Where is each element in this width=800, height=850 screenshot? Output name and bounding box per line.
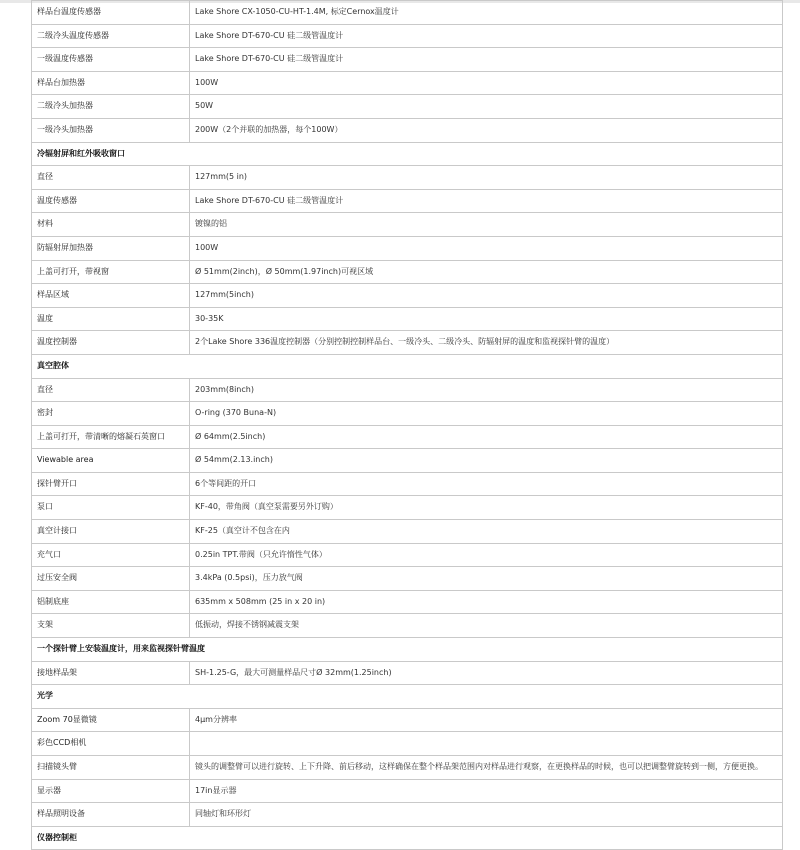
spec-value: 635mm x 508mm (25 in x 20 in) <box>190 590 783 614</box>
spec-row <box>32 496 783 520</box>
section-header-row <box>32 354 783 378</box>
spec-value: Lake Shore DT-670-CU 硅二级管温度计 <box>190 48 783 72</box>
section-title: 冷辐射屏和红外吸收窗口 <box>32 142 783 166</box>
spec-row <box>32 118 783 142</box>
spec-value: KF-40，带角阀（真空泵需要另外订购） <box>190 496 783 520</box>
spec-label: 扫描镜头臂 <box>32 756 190 780</box>
spec-value: 镜头的调整臂可以进行旋转、上下升降、前后移动，这样确保在整个样品架范围内对样品进行观察，在更换样品的时候，也可以把调整臂旋转到一侧，方便更换。 <box>190 756 783 780</box>
spec-table <box>31 0 783 850</box>
spec-row <box>32 425 783 449</box>
spec-row <box>32 71 783 95</box>
section-header-row <box>32 638 783 662</box>
section-header-row <box>32 685 783 709</box>
spec-value: Lake Shore CX-1050-CU-HT-1.4M, 标定Cernox温度计 <box>190 1 783 25</box>
spec-value: Lake Shore DT-670-CU 硅二级管温度计 <box>190 24 783 48</box>
spec-label: 彩色CCD相机 <box>32 732 190 756</box>
spec-value: KF-25（真空计不包含在内 <box>190 520 783 544</box>
spec-row <box>32 614 783 638</box>
spec-label: 显示器 <box>32 779 190 803</box>
spec-label: Viewable area <box>32 449 190 473</box>
spec-row <box>32 472 783 496</box>
spec-value: 镀镍的铝 <box>190 213 783 237</box>
spec-row <box>32 213 783 237</box>
spec-label: 防辐射屏加热器 <box>32 236 190 260</box>
spec-value: O-ring (370 Buna-N) <box>190 402 783 426</box>
spec-label: 真空计接口 <box>32 520 190 544</box>
spec-row <box>32 661 783 685</box>
spec-value: 203mm(8inch) <box>190 378 783 402</box>
spec-row <box>32 803 783 827</box>
spec-label: 过压安全阀 <box>32 567 190 591</box>
spec-label: 支架 <box>32 614 190 638</box>
spec-label: 一级冷头加热器 <box>32 118 190 142</box>
spec-row <box>32 402 783 426</box>
section-header-row <box>32 826 783 850</box>
spec-label: 二级冷头温度传感器 <box>32 24 190 48</box>
spec-row <box>32 732 783 756</box>
spec-row <box>32 779 783 803</box>
spec-value: 30-35K <box>190 307 783 331</box>
spec-row <box>32 590 783 614</box>
spec-label: 探针臂开口 <box>32 472 190 496</box>
spec-value: 127mm(5inch) <box>190 284 783 308</box>
spec-table-body <box>32 1 783 850</box>
spec-label: 上盖可打开，带视窗 <box>32 260 190 284</box>
spec-value: 6个等间距的开口 <box>190 472 783 496</box>
spec-label: 温度控制器 <box>32 331 190 355</box>
spec-value: 50W <box>190 95 783 119</box>
spec-label: 材料 <box>32 213 190 237</box>
spec-row <box>32 520 783 544</box>
spec-row <box>32 1 783 25</box>
spec-label: 二级冷头加热器 <box>32 95 190 119</box>
spec-label: 直径 <box>32 378 190 402</box>
spec-value: 0.25in TPT.带阀（只允许惰性气体） <box>190 543 783 567</box>
spec-value: 低振动，焊接不锈钢减震支架 <box>190 614 783 638</box>
spec-label: 样品台加热器 <box>32 71 190 95</box>
spec-value: Lake Shore DT-670-CU 硅二级管温度计 <box>190 189 783 213</box>
spec-row <box>32 378 783 402</box>
spec-label: 直径 <box>32 166 190 190</box>
spec-label: 接地样品架 <box>32 661 190 685</box>
spec-row <box>32 189 783 213</box>
spec-value: 4μm分辨率 <box>190 708 783 732</box>
spec-row <box>32 543 783 567</box>
spec-label: 充气口 <box>32 543 190 567</box>
spec-row <box>32 284 783 308</box>
spec-row <box>32 449 783 473</box>
spec-row <box>32 708 783 732</box>
spec-label: 密封 <box>32 402 190 426</box>
spec-value: 100W <box>190 236 783 260</box>
spec-value <box>190 732 783 756</box>
section-title: 真空腔体 <box>32 354 783 378</box>
spec-value: 同轴灯和环形灯 <box>190 803 783 827</box>
section-header-row <box>32 142 783 166</box>
spec-row <box>32 166 783 190</box>
spec-value: 127mm(5 in) <box>190 166 783 190</box>
section-title: 光学 <box>32 685 783 709</box>
spec-value: 200W（2个并联的加热器，每个100W） <box>190 118 783 142</box>
spec-value: 17in显示器 <box>190 779 783 803</box>
spec-value: SH-1.25-G，最大可测量样品尺寸Ø 32mm(1.25inch) <box>190 661 783 685</box>
spec-row <box>32 567 783 591</box>
spec-value: Ø 64mm(2.5inch) <box>190 425 783 449</box>
spec-row <box>32 236 783 260</box>
section-title: 一个探针臂上安装温度计，用来监视探针臂温度 <box>32 638 783 662</box>
spec-label: 温度 <box>32 307 190 331</box>
spec-label: Zoom 70显微镜 <box>32 708 190 732</box>
spec-label: 铝制底座 <box>32 590 190 614</box>
spec-row <box>32 260 783 284</box>
spec-value: 100W <box>190 71 783 95</box>
spec-row <box>32 756 783 780</box>
spec-value: 2个Lake Shore 336温度控制器（分别控制控制样品台、一级冷头、二级冷头、防辐射屏的温度和监视探针臂的温度） <box>190 331 783 355</box>
spec-value: Ø 51mm(2inch)，Ø 50mm(1.97inch)可视区域 <box>190 260 783 284</box>
spec-label: 样品照明设备 <box>32 803 190 827</box>
spec-row <box>32 307 783 331</box>
spec-label: 上盖可打开，带清晰的熔凝石英窗口 <box>32 425 190 449</box>
spec-label: 一级温度传感器 <box>32 48 190 72</box>
spec-label: 样品台温度传感器 <box>32 1 190 25</box>
section-title: 仪器控制柜 <box>32 826 783 850</box>
spec-row <box>32 331 783 355</box>
spec-row <box>32 48 783 72</box>
spec-value: 3.4kPa (0.5psi)，压力放气阀 <box>190 567 783 591</box>
spec-row <box>32 24 783 48</box>
spec-row <box>32 95 783 119</box>
spec-label: 温度传感器 <box>32 189 190 213</box>
spec-label: 泵口 <box>32 496 190 520</box>
spec-value: Ø 54mm(2.13.inch) <box>190 449 783 473</box>
spec-label: 样品区域 <box>32 284 190 308</box>
